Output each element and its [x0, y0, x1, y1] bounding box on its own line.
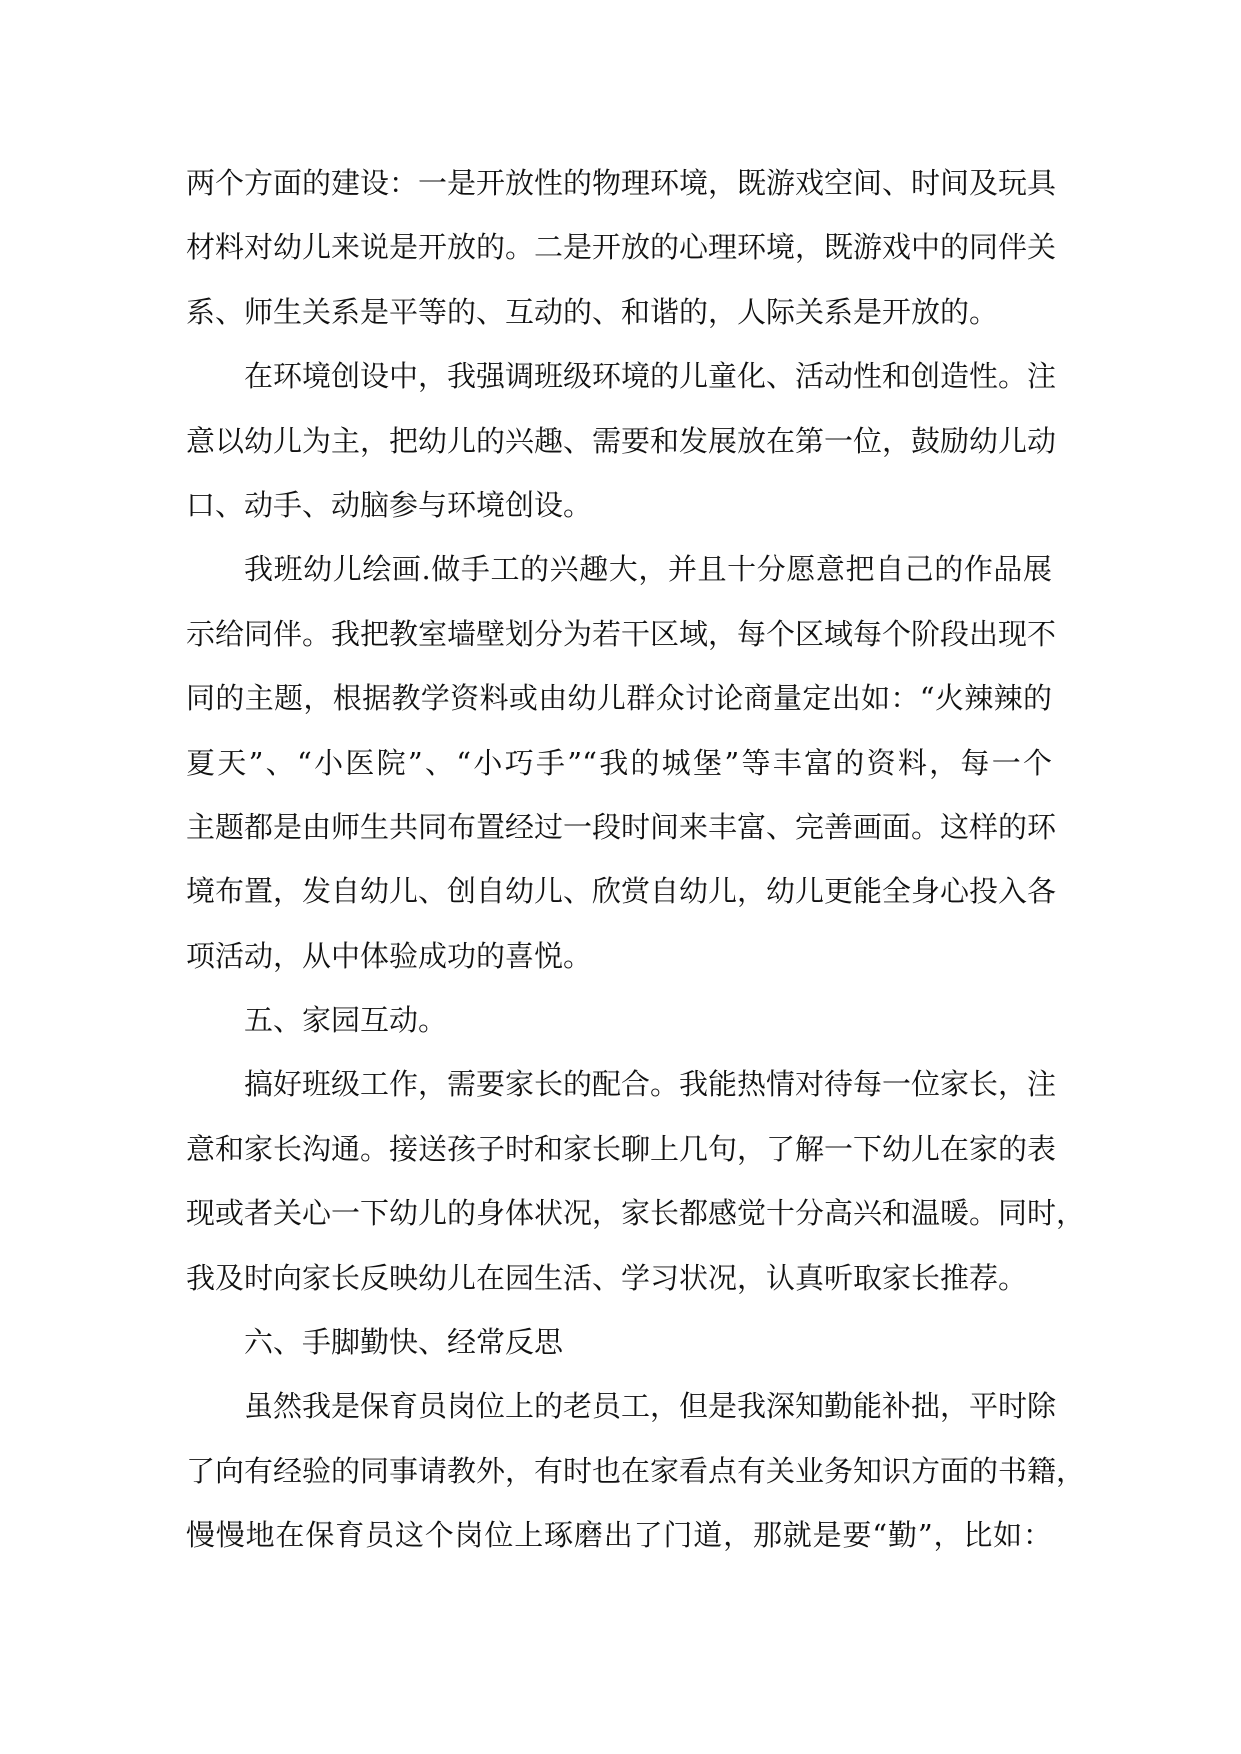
text-line: 六、手脚勤快、经常反思 [244, 1325, 564, 1360]
paragraph-diligence [186, 1374, 1086, 1567]
text-line: 口、动手、动脑参与环境创设。 [186, 487, 593, 522]
text-line: 项活动，从中体验成功的喜悦。 [186, 938, 593, 973]
text-line: 在环境创设中，我强调班级环境的儿童化、活动性和创造性。注 [244, 359, 1057, 394]
paragraph-environment-creation [186, 344, 1057, 537]
text-line: 同的主题，根据教学资料或由幼儿群众讨论商量定出如：“火辣辣的 [186, 681, 1052, 716]
paragraph-parent-cooperation [186, 1052, 1086, 1310]
text-line: 我班幼儿绘画.做手工的兴趣大，并且十分愿意把自己的作品展 [244, 552, 1052, 587]
text-line: 意以幼儿为主，把幼儿的兴趣、需要和发展放在第一位，鼓励幼儿动 [186, 423, 1057, 458]
document-body [186, 151, 1086, 1568]
text-line: 主题都是由师生共同布置经过一段时间来丰富、完善画面。这样的环 [186, 809, 1057, 844]
section-heading-home-school [186, 988, 1052, 1052]
paragraph-wall-themes [186, 537, 1057, 988]
text-line: 搞好班级工作，需要家长的配合。我能热情对待每一位家长，注 [244, 1067, 1057, 1102]
paragraph-open-environment [186, 151, 1057, 344]
text-line: 我及时向家长反映幼儿在园生活、学习状况，认真听取家长推荐。 [186, 1260, 1028, 1295]
text-line: 两个方面的建设：一是开放性的物理环境，既游戏空间、时间及玩具 [186, 166, 1057, 200]
section-heading-diligence [186, 1310, 1052, 1374]
text-line: 系、师生关系是平等的、互动的、和谐的，人际关系是开放的。 [186, 294, 999, 329]
text-line: 慢慢地在保育员这个岗位上琢磨出了门道，那就是要“勤”，比如： [186, 1518, 1052, 1553]
text-line: 意和家长沟通。接送孩子时和家长聊上几句，了解一下幼儿在家的表 [186, 1131, 1057, 1166]
text-line: 现或者关心一下幼儿的身体状况，家长都感觉十分高兴和温暖。同时， [186, 1196, 1086, 1231]
text-line: 示给同伴。我把教室墙壁划分为若干区域，每个区域每个阶段出现不 [186, 616, 1057, 651]
text-line: 虽然我是保育员岗位上的老员工，但是我深知勤能补拙，平时除 [244, 1389, 1057, 1424]
text-line: 夏天”、“小医院”、“小巧手”“我的城堡”等丰富的资料，每一个 [186, 745, 1052, 780]
text-line: 了向有经验的同事请教外，有时也在家看点有关业务知识方面的书籍， [186, 1453, 1086, 1488]
text-line: 材料对幼儿来说是开放的。二是开放的心理环境，既游戏中的同伴关 [186, 230, 1057, 265]
text-line: 五、家园互动。 [244, 1003, 448, 1038]
text-line: 境布置，发自幼儿、创自幼儿、欣赏自幼儿，幼儿更能全身心投入各 [186, 874, 1057, 909]
